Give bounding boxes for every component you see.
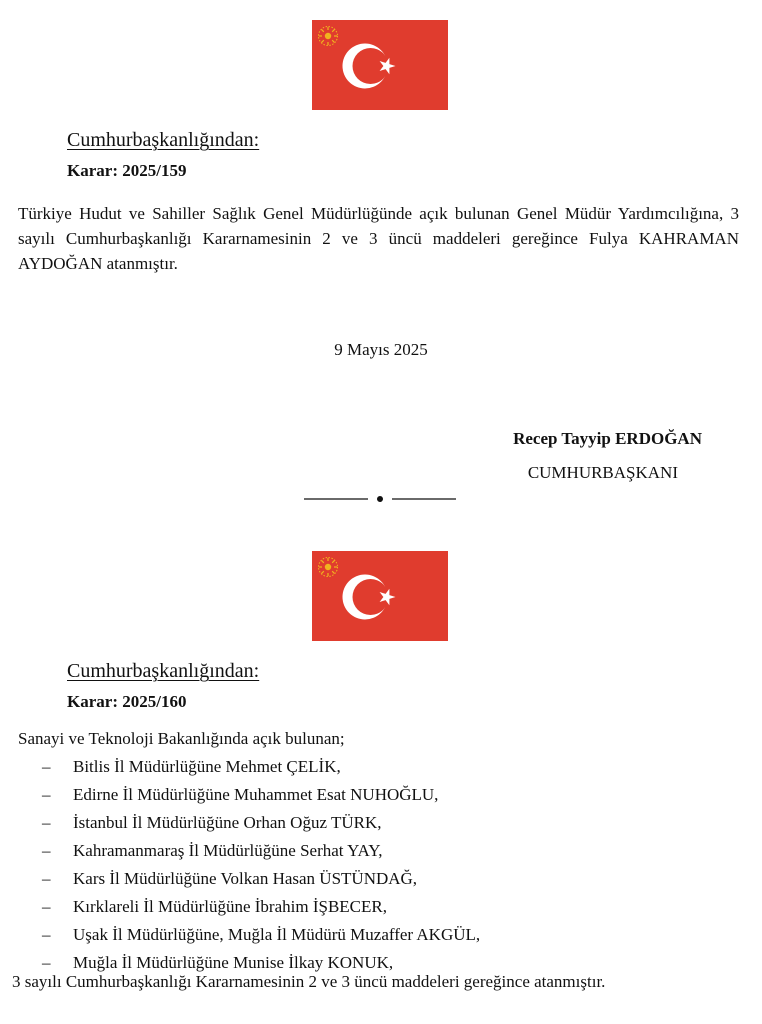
turkish-flag-emblem: [312, 20, 448, 110]
list-item-text: Kırklareli İl Müdürlüğüne İbrahim İŞBECER,: [73, 897, 387, 916]
turkish-flag-emblem: [312, 551, 448, 641]
decision-text: Türkiye Hudut ve Sahiller Sağlık Genel Müdürlüğünde açık bulunan Genel Müdür Yardımcılığına, 3 sayılı Cumhurbaşkanlığı Kararnamesinin 2 ve 3 üncü maddeleri gereğince Fulya KAHRAMAN AYDOĞAN atanmıştır.: [18, 204, 739, 273]
signer-name: Recep Tayyip ERDOĞAN: [513, 429, 702, 448]
list-item-text: Muğla İl Müdürlüğüne Munise İlkay KONUK,: [73, 953, 394, 972]
decision-number: Karar: 2025/159: [67, 161, 187, 180]
list-dash: –: [42, 925, 51, 944]
list-dash: –: [42, 869, 51, 888]
list-item-text: Bitlis İl Müdürlüğüne Mehmet ÇELİK,: [73, 757, 341, 776]
list-dash: –: [42, 785, 51, 804]
decision-date: 9 Mayıs 2025: [334, 340, 428, 359]
list-dash: –: [42, 813, 51, 832]
list-item-text: Edirne İl Müdürlüğüne Muhammet Esat NUHOĞLU,: [73, 785, 439, 804]
sun-emblem-icon: [319, 27, 338, 46]
decision-intro: Sanayi ve Teknoloji Bakanlığında açık bulunan;: [18, 729, 345, 748]
decision-number: Karar: 2025/160: [67, 692, 187, 711]
section-divider: [300, 489, 460, 509]
list-item-text: Uşak İl Müdürlüğüne, Muğla İl Müdürü Muzaffer AKGÜL,: [73, 925, 481, 944]
list-dash: –: [42, 757, 51, 776]
list-dash: –: [42, 841, 51, 860]
list-dash: –: [42, 897, 51, 916]
list-item-text: İstanbul İl Müdürlüğüne Orhan Oğuz TÜRK,: [73, 813, 382, 832]
sun-emblem-icon: [319, 558, 338, 577]
decision-heading: Cumhurbaşkanlığından:: [67, 129, 260, 151]
list-item-text: Kahramanmaraş İl Müdürlüğüne Serhat YAY,: [73, 841, 383, 860]
list-dash: –: [42, 953, 51, 972]
decision-heading: Cumhurbaşkanlığından:: [67, 660, 260, 682]
list-item-text: Kars İl Müdürlüğüne Volkan Hasan ÜSTÜNDAĞ,: [73, 869, 418, 888]
decision-closing: 3 sayılı Cumhurbaşkanlığı Kararnamesinin 2 ve 3 üncü maddeleri gereğince atanmıştır.: [12, 972, 606, 991]
signer-title: CUMHURBAŞKANI: [527, 463, 678, 482]
